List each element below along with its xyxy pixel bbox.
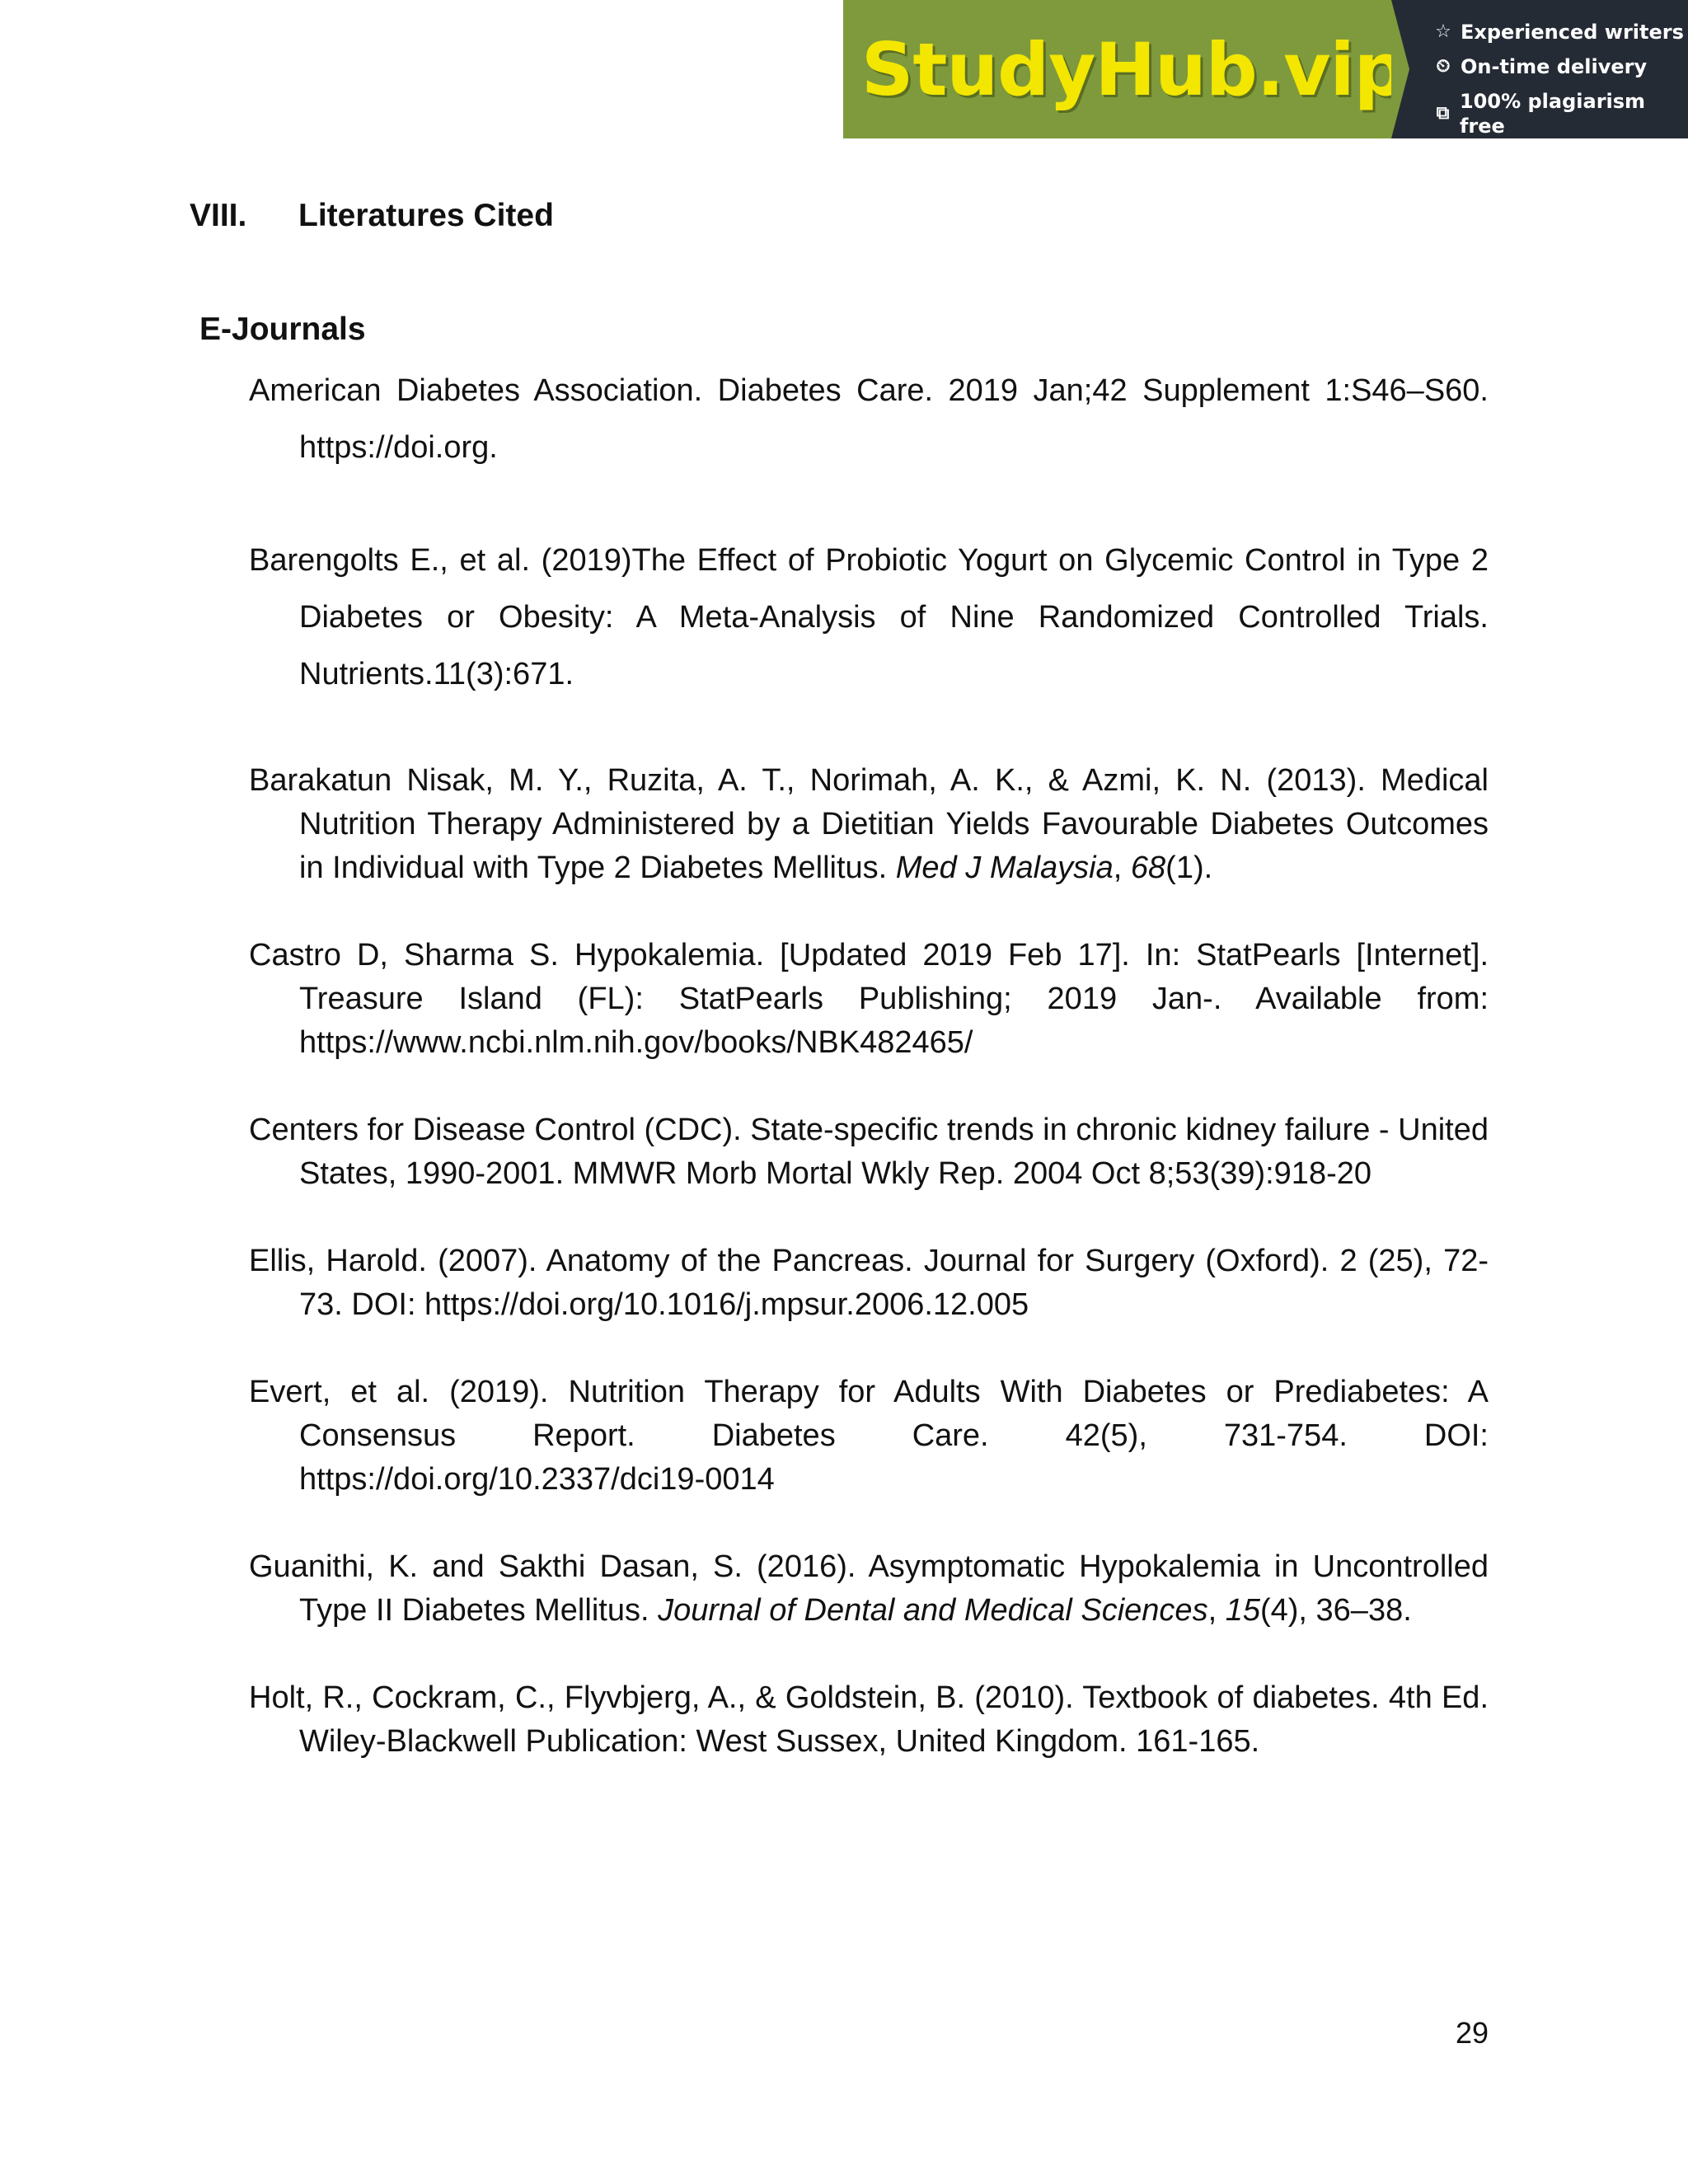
feature-label: Experienced writers bbox=[1461, 21, 1684, 44]
reference-item: Ellis, Harold. (2007). Anatomy of the Pancreas. Journal for Surgery (Oxford). 2 (25), 72-73. DOI: https://doi.org/10.1016/j.mpsur.2006.12.005 bbox=[249, 1244, 1489, 1322]
page-number: 29 bbox=[1455, 2016, 1489, 2050]
reference-issue: (4), 36–38. bbox=[1259, 1593, 1412, 1628]
section-heading bbox=[190, 198, 554, 234]
brand-name: StudyHub.vip bbox=[861, 26, 1405, 112]
reference-item: Castro D, Sharma S. Hypokalemia. [Updated 2019 Feb 17]. In: StatPearls [Internet]. Treasure Island (FL): StatPearls Publishing; 2019 Jan-. Available from: https://www.ncbi.nlm.nih.gov/books/NBK482465/ bbox=[249, 938, 1489, 1060]
section-number: VIII. bbox=[190, 198, 247, 233]
reference-item: American Diabetes Association. Diabetes Care. 2019 Jan;42 Supplement 1:S46–S60. https://doi.org. bbox=[249, 373, 1489, 465]
reference-item bbox=[249, 759, 1489, 890]
section-title: Literatures Cited bbox=[298, 198, 554, 233]
reference-sep: , bbox=[1207, 1593, 1226, 1628]
reference-item: Barengolts E., et al. (2019)The Effect of Probiotic Yogurt on Glycemic Control in Type 2 Diabetes or Obesity: A Meta-Analysis of Nine Randomized Controlled Trials. Nutrients.11(3):671. bbox=[249, 543, 1489, 691]
journal-volume: 68 bbox=[1130, 851, 1166, 885]
feature-on-time-delivery bbox=[1432, 54, 1688, 79]
copy-icon: ⧉ bbox=[1436, 103, 1450, 124]
feature-experienced-writers bbox=[1432, 20, 1688, 45]
reference-text: Guanithi, K. and Sakthi Dasan, S. (2016). Asymptomatic Hypokalemia in Uncontrolled Type II Diabetes Mellitus. bbox=[249, 1549, 1489, 1628]
journal-volume: 15 bbox=[1225, 1593, 1260, 1628]
journal-title: Journal of Dental and Medical Sciences bbox=[658, 1593, 1208, 1628]
clock-icon: ⏲ bbox=[1436, 56, 1451, 77]
banner-features bbox=[1391, 0, 1688, 138]
journal-title: Med J Malaysia bbox=[895, 851, 1114, 885]
brand-logo bbox=[843, 0, 1405, 138]
feature-plagiarism-free bbox=[1432, 89, 1688, 138]
reference-item: Holt, R., Cockram, C., Flyvbjerg, A., & Goldstein, B. (2010). Textbook of diabetes. 4th Ed. Wiley-Blackwell Publication: West Sussex, United Kingdom. 161-165. bbox=[249, 1680, 1489, 1759]
reference-text: Barakatun Nisak, M. Y., Ruzita, A. T., Norimah, A. K., & Azmi, K. N. (2013). Medical Nutrition Therapy Administered by a Dietitian Yields Favourable Diabetes Outcomes in Individual with Type 2 Diabetes Mellitus. bbox=[249, 763, 1489, 885]
reference-issue: (1). bbox=[1165, 851, 1213, 885]
feature-label: On-time delivery bbox=[1461, 55, 1648, 78]
reference-item: Evert, et al. (2019). Nutrition Therapy for Adults With Diabetes or Prediabetes: A Consensus Report. Diabetes Care. 42(5), 731-754. DOI: https://doi.org/10.2337/dci19-0014 bbox=[249, 1375, 1489, 1497]
reference-list bbox=[249, 363, 1489, 1764]
reference-item: Centers for Disease Control (CDC). State-specific trends in chronic kidney failure - United States, 1990-2001. MMWR Morb Mortal Wkly Rep. 2004 Oct 8;53(39):918-20 bbox=[249, 1113, 1489, 1191]
star-outline-icon: ☆ bbox=[1435, 21, 1451, 42]
reference-sep: , bbox=[1113, 851, 1131, 885]
subsection-title: E-Journals bbox=[199, 312, 366, 347]
reference-item bbox=[249, 1545, 1489, 1633]
studyhub-banner[interactable] bbox=[843, 0, 1688, 138]
feature-label: 100% plagiarism free bbox=[1459, 90, 1646, 138]
